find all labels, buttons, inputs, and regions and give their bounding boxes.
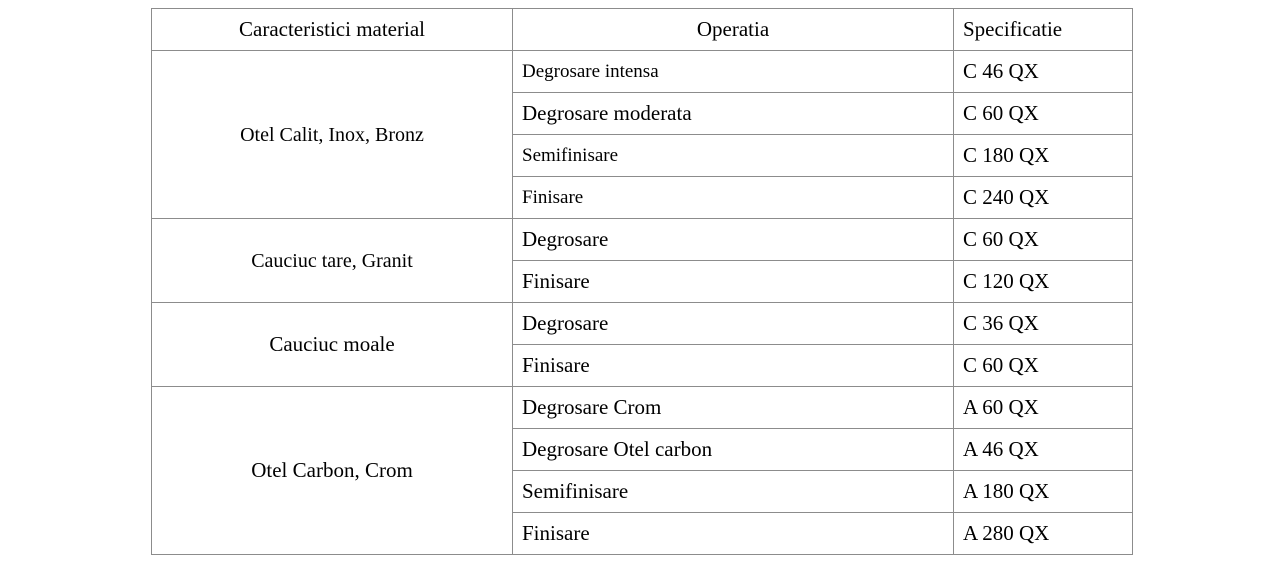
specificatie-cell: C 46 QX — [954, 51, 1133, 93]
material-cell: Otel Carbon, Crom — [152, 387, 513, 555]
operatia-cell: Degrosare — [513, 303, 954, 345]
specificatie-cell: A 180 QX — [954, 471, 1133, 513]
specificatie-cell: A 46 QX — [954, 429, 1133, 471]
operatia-cell: Degrosare moderata — [513, 93, 954, 135]
table-row — [152, 219, 1133, 261]
header-operatia: Operatia — [513, 9, 954, 51]
operatia-cell: Degrosare Crom — [513, 387, 954, 429]
specificatie-cell: C 36 QX — [954, 303, 1133, 345]
operatia-cell: Finisare — [513, 177, 954, 219]
operatia-cell: Finisare — [513, 345, 954, 387]
operatia-cell: Finisare — [513, 261, 954, 303]
operatia-cell: Degrosare Otel carbon — [513, 429, 954, 471]
table-row — [152, 387, 1133, 429]
material-cell: Cauciuc moale — [152, 303, 513, 387]
table-header-row — [152, 9, 1133, 51]
specificatie-cell: C 60 QX — [954, 219, 1133, 261]
table-row — [152, 303, 1133, 345]
table-row — [152, 51, 1133, 93]
material-cell: Cauciuc tare, Granit — [152, 219, 513, 303]
material-cell: Otel Calit, Inox, Bronz — [152, 51, 513, 219]
specificatie-cell: A 280 QX — [954, 513, 1133, 555]
specificatie-cell: C 180 QX — [954, 135, 1133, 177]
operatia-cell: Semifinisare — [513, 471, 954, 513]
operatia-cell: Finisare — [513, 513, 954, 555]
material-spec-table — [151, 8, 1133, 555]
specificatie-cell: C 60 QX — [954, 93, 1133, 135]
header-caracteristici: Caracteristici material — [152, 9, 513, 51]
operatia-cell: Degrosare intensa — [513, 51, 954, 93]
specificatie-cell: C 120 QX — [954, 261, 1133, 303]
operatia-cell: Degrosare — [513, 219, 954, 261]
specificatie-cell: C 240 QX — [954, 177, 1133, 219]
header-specificatie: Specificatie — [954, 9, 1133, 51]
operatia-cell: Semifinisare — [513, 135, 954, 177]
specificatie-cell: C 60 QX — [954, 345, 1133, 387]
specificatie-cell: A 60 QX — [954, 387, 1133, 429]
